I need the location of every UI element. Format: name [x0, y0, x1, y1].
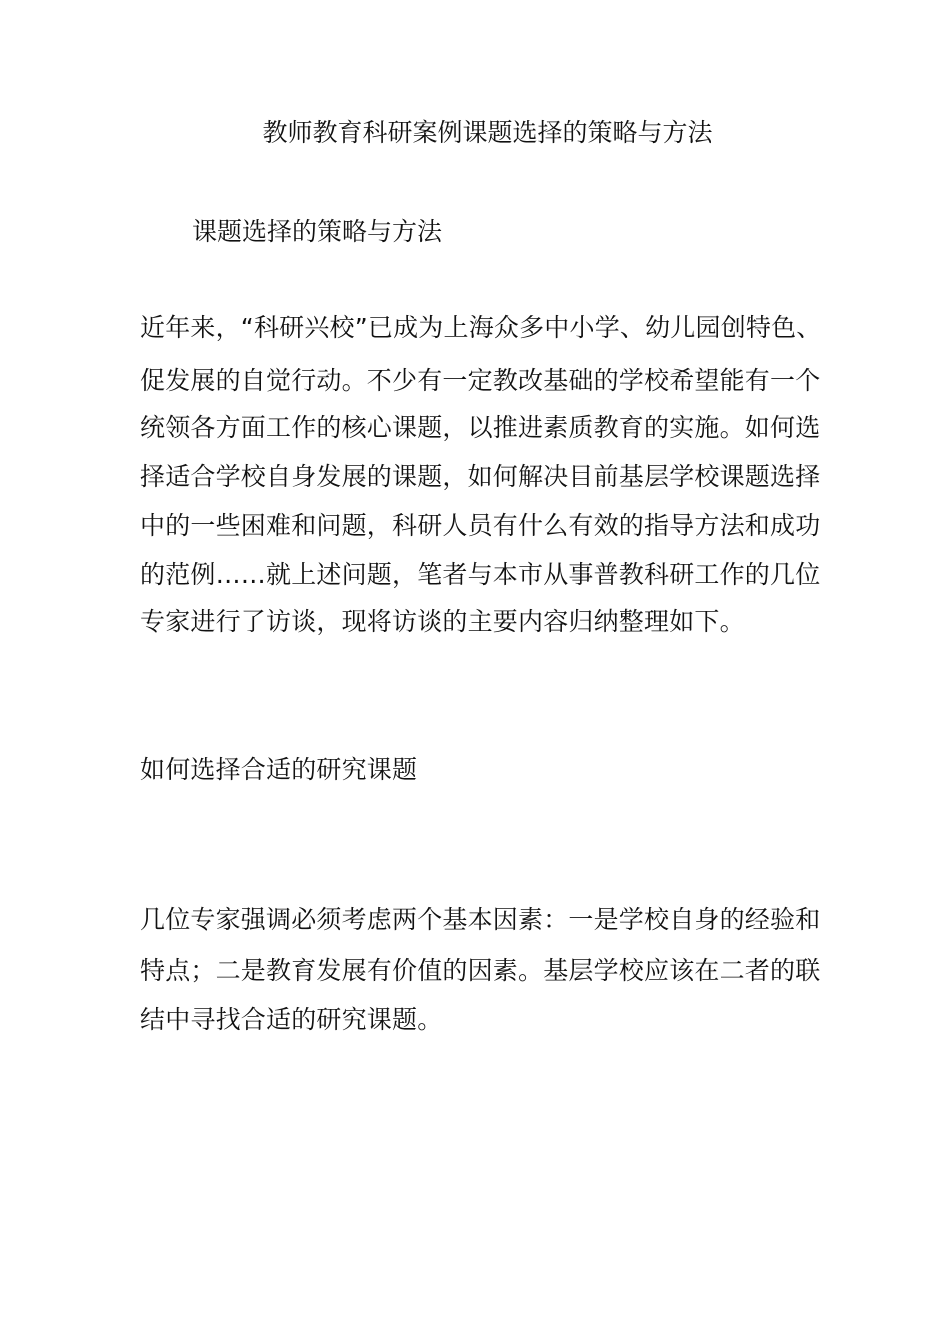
- intro-paragraph-line: 近年来，“科研兴校”已成为上海众多中小学、幼儿园创特色、: [140, 313, 822, 342]
- intro-paragraph-line: 专家进行了访谈，现将访谈的主要内容归纳整理如下。: [140, 607, 745, 636]
- document-title: 教师教育科研案例课题选择的策略与方法: [262, 118, 713, 147]
- intro-paragraph-line: 择适合学校自身发展的课题，如何解决目前基层学校课题选择: [140, 462, 821, 491]
- section-paragraph-line: 几位专家强调必须考虑两个基本因素：一是学校自身的经验和: [140, 905, 821, 934]
- intro-paragraph-line: 促发展的自觉行动。不少有一定教改基础的学校希望能有一个: [140, 366, 821, 395]
- section-paragraph-line: 特点；二是教育发展有价值的因素。基层学校应该在二者的联: [140, 956, 821, 985]
- intro-paragraph-line: 的范例……就上述问题，笔者与本市从事普教科研工作的几位: [140, 560, 821, 589]
- document-subtitle: 课题选择的策略与方法: [192, 217, 443, 246]
- section-heading: 如何选择合适的研究课题: [140, 755, 418, 784]
- intro-paragraph-line: 统领各方面工作的核心课题，以推进素质教育的实施。如何选: [140, 413, 821, 442]
- intro-paragraph-line: 中的一些困难和问题，科研人员有什么有效的指导方法和成功: [140, 511, 821, 540]
- section-paragraph-line: 结中寻找合适的研究课题。: [140, 1005, 443, 1034]
